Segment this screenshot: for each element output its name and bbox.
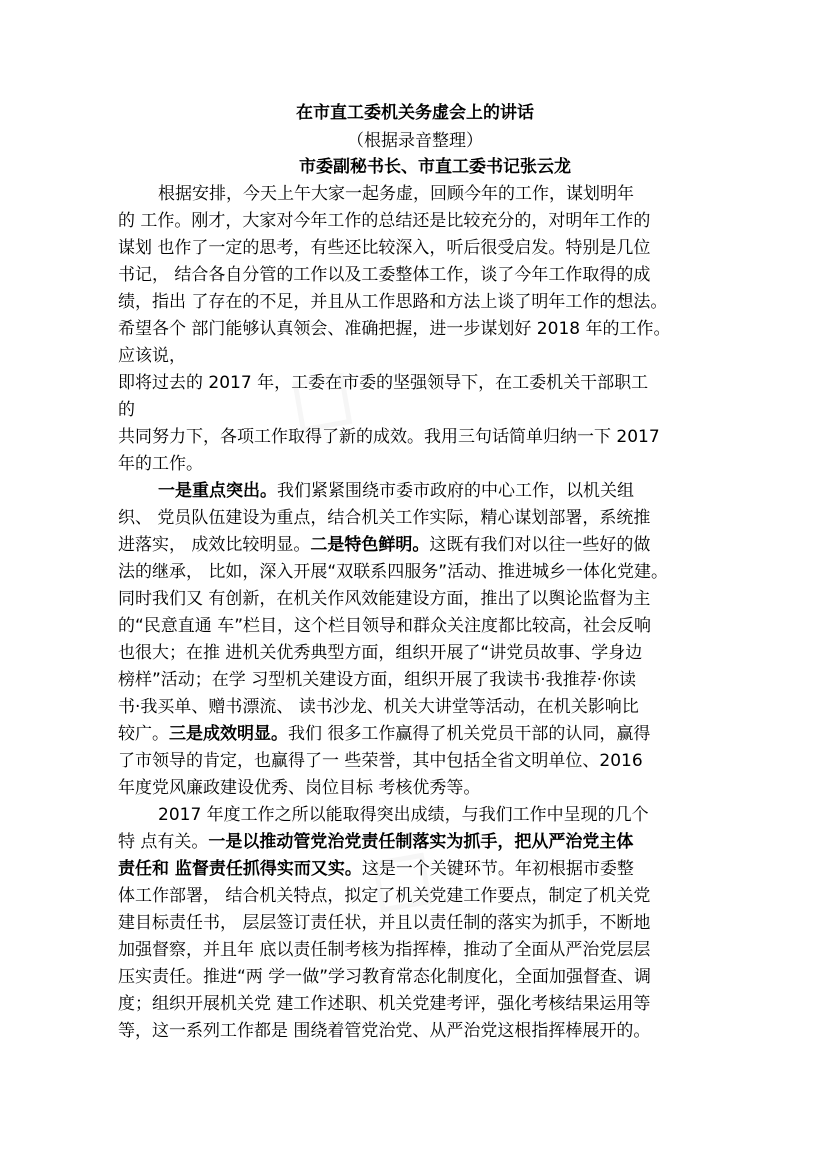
text-line — [118, 397, 738, 424]
text-segment: 法的继承， 比如，深入开展“双联系四服务”活动、推进城乡一体化党建。 — [118, 562, 669, 582]
text-segment: 同时我们又 有创新，在机关作风效能建设方面，推出了以舆论监督为主 — [118, 589, 651, 609]
text-line — [118, 721, 738, 748]
text-segment: 年度党风廉政建设优秀、岗位目标 考核优秀等。 — [118, 778, 481, 798]
document-subtitle: （根据录音整理） — [347, 131, 483, 151]
text-line — [118, 181, 738, 208]
text-line — [118, 775, 738, 802]
text-line — [118, 964, 738, 991]
text-segment: 织、 党员队伍建设为重点，结合机关工作实际，精心谋划部署，系统推 — [118, 508, 651, 528]
text-line — [118, 856, 738, 883]
text-line — [118, 991, 738, 1018]
text-line — [118, 208, 738, 235]
text-segment: 进落实， 成效比较明显。 — [118, 535, 311, 555]
text-segment: 希望各个 部门能够认真领会、准确把握，进一步谋划好 2018 年的工作。 — [118, 319, 671, 339]
text-line — [118, 1018, 738, 1045]
text-segment: 较广。 — [118, 724, 169, 744]
text-line — [118, 586, 738, 613]
text-segment: 应该说， — [118, 346, 186, 366]
text-segment: 即将过去的 2017 年，工委在市委的坚强领导下，在工委机关干部职工 — [118, 373, 649, 393]
text-segment: 共同努力下，各项工作取得了新的成效。我用三句话简单归纳一下 2017 — [118, 427, 660, 447]
text-line — [118, 289, 738, 316]
emphasis-text: 一是重点突出。 — [158, 481, 277, 501]
text-segment: 根据安排，今天上午大家一起务虚，回顾今年的工作，谋划明年 — [158, 184, 634, 204]
text-segment: 的“民意直通 车”栏目，这个栏目领导和群众关注度都比较高，社会反响 — [118, 616, 652, 636]
text-segment: 体工作部署， 结合机关特点，拟定了机关党建工作要点，制定了机关党 — [118, 886, 651, 906]
text-line — [118, 505, 738, 532]
emphasis-text: 一是以推动管党治党责任制落实为抓手，把从严治党主体 — [208, 832, 634, 852]
text-line — [118, 235, 738, 262]
text-segment: 书记， 结合各自分管的工作以及工委整体工作，谈了今年工作取得的成 — [118, 265, 651, 285]
emphasis-text: 三是成效明显。 — [169, 724, 288, 744]
text-segment: 度；组织开展机关党 建工作述职、机关党建考评，强化考核结果运用等 — [118, 994, 651, 1014]
document-body — [118, 181, 738, 1045]
text-line — [118, 910, 738, 937]
text-segment: 这是一个关键环节。年初根据市委整 — [361, 859, 634, 879]
text-line — [118, 262, 738, 289]
text-line — [118, 937, 738, 964]
text-line — [118, 451, 738, 478]
text-segment: 等，这一系列工作都是 围绕着管党治党、从严治党这根指挥棒展开的。 — [118, 1021, 651, 1041]
text-segment: 建目标责任书， 层层签订责任状，并且以责任制的落实为抓手，不断地 — [118, 913, 651, 933]
text-line — [118, 559, 738, 586]
text-line — [118, 316, 738, 343]
text-line — [118, 532, 738, 559]
text-line — [118, 802, 738, 829]
emphasis-text: 责任和 监督责任抓得实而又实。 — [118, 859, 362, 879]
text-segment: 的 工作。刚才，大家对今年工作的总结还是比较充分的，对明年工作的 — [118, 211, 651, 231]
text-segment: 我们紧紧围绕市委市政府的中心工作，以机关组 — [277, 481, 634, 501]
text-segment: 特 点有关。 — [118, 832, 209, 852]
text-line — [118, 667, 738, 694]
text-segment: 我们 很多工作赢得了机关党员干部的认同，赢得 — [288, 724, 651, 744]
text-segment: 加强督察，并且年 底以责任制考核为指挥棒，推动了全面从严治党层层 — [118, 940, 651, 960]
text-segment: 谋划 也作了一定的思考，有些还比较深入，听后很受启发。特别是几位 — [118, 238, 651, 258]
text-line — [118, 829, 738, 856]
text-segment: 2017 年度工作之所以能取得突出成绩，与我们工作中呈现的几个 — [158, 805, 649, 825]
text-line — [118, 424, 738, 451]
text-line — [118, 478, 738, 505]
text-segment: 绩，指出 了存在的不足，并且从工作思路和方法上谈了明年工作的想法。 — [118, 292, 668, 312]
text-line — [118, 748, 738, 775]
text-segment: 也很大；在推 进机关优秀典型方面，组织开展了“讲党员故事、学身边 — [118, 643, 643, 663]
text-segment: 书·我买单、赠书漂流、 读书沙龙、机关大讲堂等活动，在机关影响比 — [118, 697, 639, 717]
text-line — [118, 370, 738, 397]
text-line — [118, 694, 738, 721]
text-line — [118, 343, 738, 370]
text-segment: 压实责任。推进“两 学一做”学习教育常态化制度化，全面加强督查、调 — [118, 967, 652, 987]
text-segment: 了市领导的肯定，也赢得了一 些荣誉，其中包括全省文明单位、2016 — [118, 751, 643, 771]
text-line — [118, 883, 738, 910]
text-segment: 年的工作。 — [118, 454, 203, 474]
text-line — [118, 613, 738, 640]
text-segment: 的 — [118, 400, 135, 420]
document-title: 在市直工委机关务虚会上的讲话 — [296, 103, 534, 123]
emphasis-text: 二是特色鲜明。 — [310, 535, 430, 555]
text-segment: 这既有我们对以往一些好的做 — [429, 535, 651, 555]
document-author: 市委副秘书长、市直工委书记张云龙 — [299, 157, 571, 177]
text-segment: 榜样”活动；在学 习型机关建设方面，组织开展了我读书·我推荐·你读 — [118, 670, 637, 690]
text-line — [118, 640, 738, 667]
